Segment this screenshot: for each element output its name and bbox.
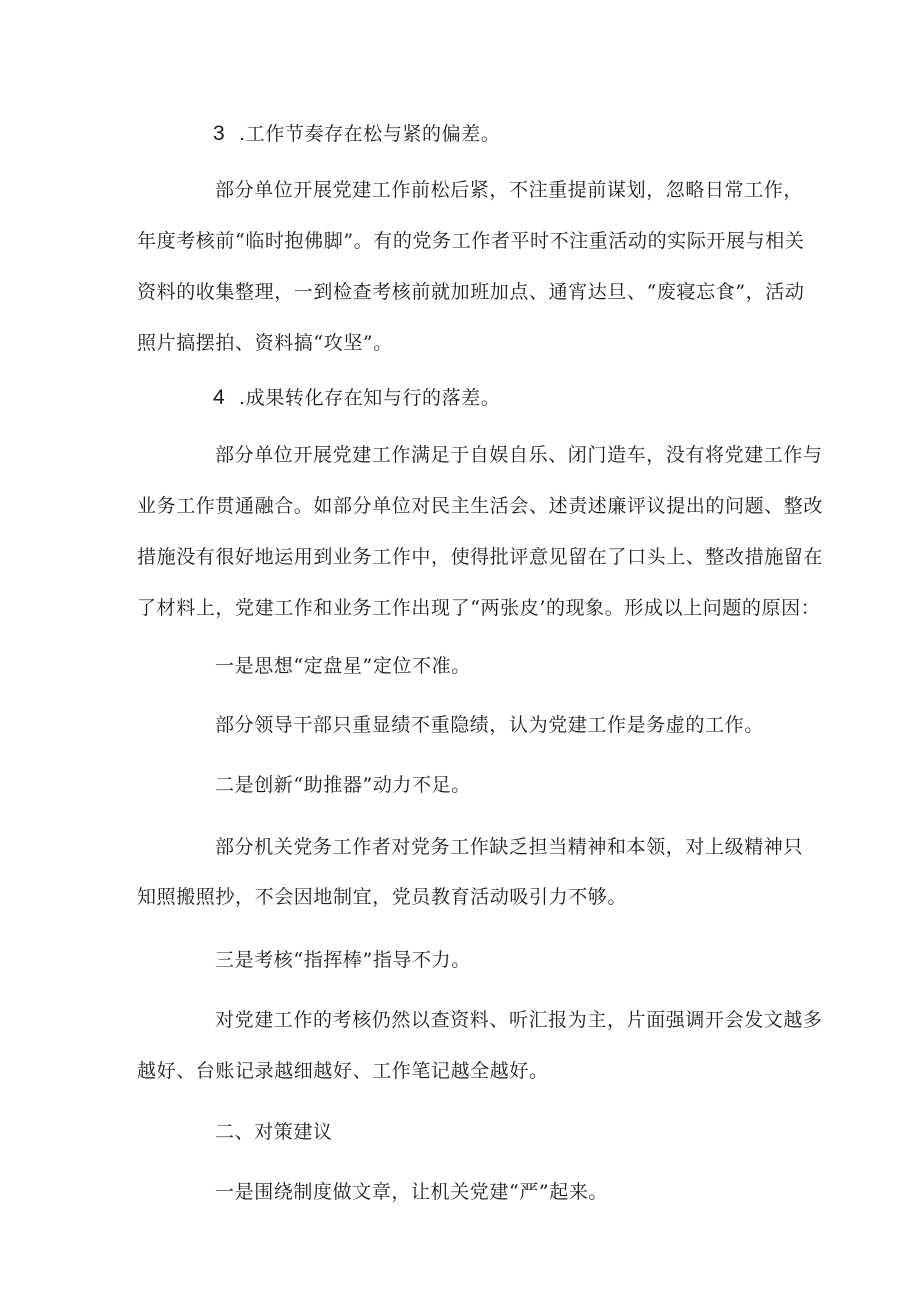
paragraph-line: 越好、台账记录越细越好、工作笔记越全越好。 [137,1060,549,1082]
paragraph-line: 了材料上，党建工作和业务工作出现了“两张皮’的现象。形成以上问题的原因： [137,597,821,619]
reason-heading-1: 一是思想“定盘星”定位不准。 [215,655,471,677]
paragraph-line: 照片搞摆拍、资料搞“攻坚”。 [137,332,393,354]
paragraph-line: 部分单位开展党建工作前松后紧，不注重提前谋划，忽略日常工作， [215,179,804,201]
paragraph-line: 知照搬照抄，不会因地制宜，党员教育活动吸引力不够。 [137,886,628,908]
section-heading-3 [213,122,500,146]
section-heading-4 [213,386,500,410]
reason-heading-2: 二是创新“助推器”动力不足。 [215,774,471,796]
paragraph-line: 部分领导干部只重显绩不重隐绩，认为党建工作是务虚的工作。 [215,714,764,736]
paragraph-line: 一是围绕制度做文章，让机关党建“严”起来。 [215,1181,609,1203]
heading-number: 4 [213,386,226,409]
paragraph-line: 部分单位开展党建工作满足于自娱自乐、闭门造车，没有将党建工作与 [215,444,823,466]
section-heading-countermeasures: 二、对策建议 [215,1121,333,1143]
paragraph-line: 年度考核前“临时抱佛脚”。有的党务工作者平时不注重活动的实际开展与相关 [137,230,805,252]
heading-text: .成果转化存在知与行的落差。 [239,387,501,409]
reason-heading-3: 三是考核“指挥棒”指导不力。 [215,949,471,971]
paragraph-line: 业务工作贯通融合。如部分单位对民主生活会、述责述廉评议提出的问题、整改 [137,495,824,517]
paragraph-line: 部分机关党务工作者对党务工作缺乏担当精神和本领，对上级精神只 [215,836,804,858]
paragraph-line: 措施没有很好地运用到业务工作中，使得批评意见留在了口头上、整改措施留在 [137,546,824,568]
paragraph-line: 资料的收集整理，一到检查考核前就加班加点、通宵达旦、“废寝忘食”，活动 [137,281,805,303]
paragraph-line: 对党建工作的考核仍然以查资料、听汇报为主，片面强调开会发文越多 [215,1009,823,1031]
heading-text: .工作节奏存在松与紧的偏差。 [239,123,501,145]
heading-number: 3 [213,122,226,145]
